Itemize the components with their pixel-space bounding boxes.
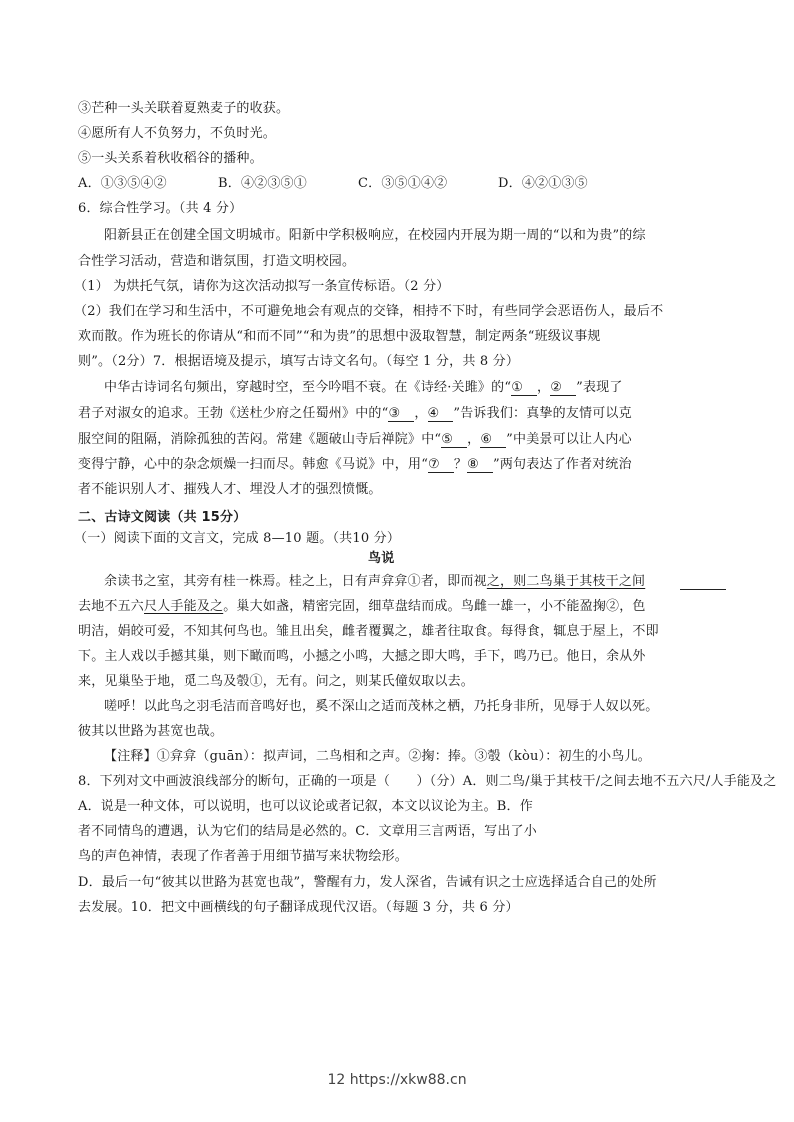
q7-line1 (104, 379, 623, 397)
q9-option-b: 者不同情鸟的遭遇，认为它们的结局是必然的。C．文章用三言两语，写出了小 (78, 824, 537, 839)
blank-4[interactable]: ④ (428, 406, 454, 422)
passage-p1-line2 (78, 598, 646, 616)
q5-option-a: A．①③⑤④② (78, 176, 167, 191)
passage-text: 余读书之室，其旁有桂一株焉。桂之上，日有声弇弇①者，即而视 (104, 574, 487, 589)
q9-option-c: 鸟的声色神情，表现了作者善于用细节描写来状物绘形。 (78, 849, 409, 864)
q7-line2 (78, 405, 632, 423)
passage-p1-line4: 下。主人戏以手撼其巢，则下瞰而鸣，小撼之小鸣，大撼之即大鸣，手下，鸣乃已。他日，余从外 (78, 649, 646, 664)
q6-heading: 6．综合性学习。（共 4 分） (78, 201, 243, 216)
passage-p2-line1: 嗟呼！以此鸟之羽毛洁而音鸣好也，奚不深山之适而茂林之栖，乃托身非所，见辱于人奴以死。 (104, 699, 659, 714)
q6-sub2-line3: 则”。（2分）7．根据语境及提示，填写古诗文名句。（每空 1 分，共 8 分） (78, 354, 520, 369)
section2-heading: 二、古诗文阅读（共 15分） (78, 510, 247, 525)
passage-text: 。巢大如盏，精密完固，细草盘结而成。鸟雌一雄一，小不能盈掬②，色 (223, 599, 646, 614)
q5-item-4: ④愿所有人不负努力，不负时光。 (78, 126, 277, 141)
q7-text: ”两句表达了作者对统治 (492, 457, 632, 472)
q7-line5: 者不能识别人才、摧残人才、埋没人才的强烈愤慨。 (78, 482, 382, 497)
separator: ， (414, 406, 428, 421)
q5-option-d: D．④②①③⑤ (498, 176, 588, 191)
underline-extension (680, 589, 726, 590)
q5-options (78, 175, 588, 193)
q5-option-b: B．④②③⑤① (218, 176, 307, 191)
q7-text: 变得宁静，心中的杂念烦燥一扫而尽。韩愈《马说》中，用“ (78, 457, 429, 472)
q9-option-a: A．说是一种文体，可以说明，也可以议论或者记叙，本文以议论为主。B．作 (78, 799, 533, 814)
blank-6[interactable]: ⑥ (480, 432, 506, 448)
underlined-sentence: 尺人手能及之 (144, 599, 224, 614)
q7-text: 中华古诗词名句频出，穿越时空，至今吟唱不衰。在《诗经·关雎》的“ (104, 380, 512, 395)
separator: ？ (453, 457, 468, 472)
q7-text: 君子对淑女的追求。王勃《送杜少府之任蜀州》中的“ (78, 406, 389, 421)
underlined-sentence: 之，则二鸟巢于其枝干之间 (486, 574, 646, 589)
q5-item-5: ⑤一头关系着秋收稻谷的播种。 (78, 151, 263, 166)
separator: ， (467, 432, 481, 447)
q6-sub2-line2: 欢而散。作为班长的你请从“和而不同”“和为贵”的思想中汲取智慧，制定两条“班级议事规 (78, 329, 601, 344)
q7-text: ”中美景可以让人内心 (506, 432, 632, 447)
passage-p2-line2: 彼其以世路为甚宽也哉。 (78, 724, 224, 739)
q9-option-d: D．最后一句“彼其以世路为甚宽也哉”，警醒有力，发人深省，告诫有识之士应选择适合自己的处所 (78, 875, 657, 890)
page-footer: 12 https://xkw88.cn (327, 1072, 467, 1088)
q5-option-c: C．③⑤①④② (358, 176, 448, 191)
passage-title: 鸟说 (368, 551, 395, 566)
passage-note: 【注释】①弇弇（guān）：拟声词，二鸟相和之声。②掬：捧。③彀（kòu）：初生的小鸟儿。 (104, 749, 651, 764)
passage-p1-line5: 来，见巢坠于地，觅二鸟及彀①，无有。问之，则某氏僮奴取以去。 (78, 674, 475, 689)
blank-3[interactable]: ③ (388, 406, 414, 422)
section2-subheading: （一）阅读下面的文言文，完成 8—10 题。（共10 分） (74, 531, 401, 546)
q7-line3 (78, 431, 632, 449)
blank-8[interactable]: ⑧ (467, 457, 493, 473)
q6-intro-line1: 阳新县正在创建全国文明城市。阳新中学积极响应，在校园内开展为期一周的“以和为贵”的综 (104, 228, 646, 243)
q5-item-3: ③芒种一头关联着夏熟麦子的收获。 (78, 101, 290, 116)
q8-line1: 8．下列对文中画波浪线部分的断句，正确的一项是（ ）（分）A．则二鸟/巢于其枝干/之间去地不五六尺/人手能及之 (78, 774, 777, 789)
q6-intro-line2: 合性学习活动，营造和谐氛围，打造文明校园。 (78, 254, 356, 269)
passage-p1-line1 (104, 573, 645, 591)
blank-5[interactable]: ⑤ (441, 432, 467, 448)
q10-heading: 去发展。10．把文中画横线的句子翻译成现代汉语。（每题 3 分，共 6 分） (78, 900, 519, 915)
passage-text: 去地不五六 (78, 599, 145, 614)
blank-7[interactable]: ⑦ (428, 457, 454, 473)
q7-text: ”告诉我们：真挚的友情可以克 (453, 406, 632, 421)
q7-line4 (78, 456, 632, 474)
q7-text: ”表现了 (576, 380, 623, 395)
blank-2[interactable]: ② (550, 380, 576, 396)
separator: ， (537, 380, 551, 395)
passage-p1-line3: 明洁，娟皎可爱，不知其何鸟也。雏且出矣，雌者覆翼之，雄者往取食。每得食，辄息于屋上，不即 (78, 624, 659, 639)
q7-text: 服空间的阻隔，消除孤独的苦闷。常建《题破山寺后禅院》中“ (78, 432, 442, 447)
q6-sub1: （1） 为烘托气氛，请你为这次活动拟写一条宣传标语。（2 分） (74, 279, 450, 294)
q6-sub2-line1: （2）我们在学习和生活中，不可避免地会有观点的交锋，相持不下时，有些同学会恶语伤人，最后不 (74, 304, 664, 319)
blank-1[interactable]: ① (511, 380, 537, 396)
